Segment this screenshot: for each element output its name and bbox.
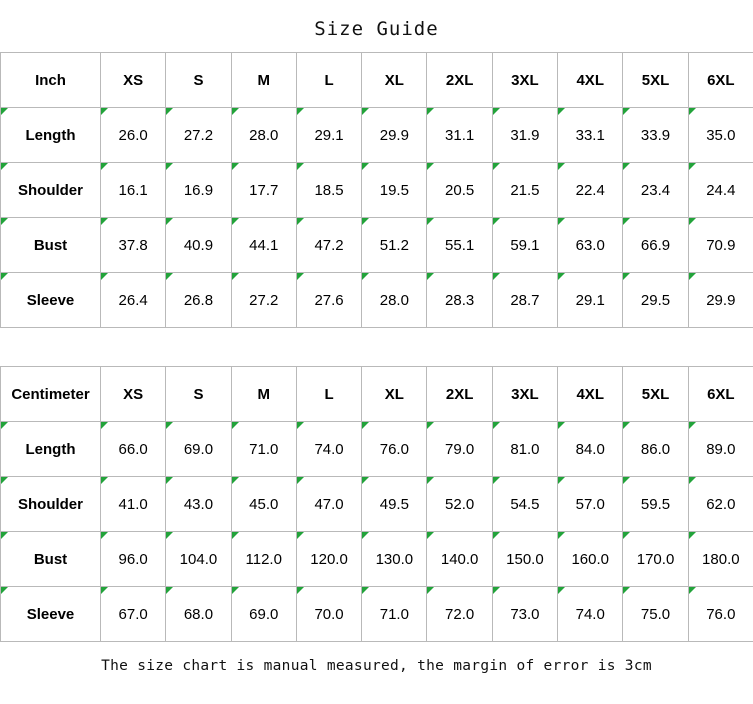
size-header-xl: XL [362,367,427,422]
size-header-4xl: 4XL [558,367,623,422]
cell-bust-3xl: 59.1 [492,218,557,273]
cell-shoulder-xs: 16.1 [101,163,166,218]
cell-sleeve-xs: 26.4 [101,273,166,328]
cell-length-s: 69.0 [166,422,231,477]
cell-shoulder-l: 47.0 [296,477,361,532]
cell-shoulder-2xl: 52.0 [427,477,492,532]
size-table-inch [0,52,753,328]
cell-sleeve-2xl: 72.0 [427,587,492,642]
size-header-s: S [166,53,231,108]
cell-bust-xl: 130.0 [362,532,427,587]
size-header-5xl: 5XL [623,367,688,422]
table-row [1,108,753,163]
cell-bust-2xl: 140.0 [427,532,492,587]
cell-sleeve-6xl: 76.0 [688,587,753,642]
row-label-bust: Bust [1,532,101,587]
cell-length-4xl: 33.1 [558,108,623,163]
cell-bust-s: 40.9 [166,218,231,273]
table-separator [0,328,753,366]
table-row [1,532,753,587]
size-header-4xl: 4XL [558,53,623,108]
table-header-row [1,367,753,422]
table-row [1,422,753,477]
row-label-length: Length [1,422,101,477]
table-row [1,163,753,218]
cell-shoulder-xl: 49.5 [362,477,427,532]
size-header-xs: XS [101,53,166,108]
row-label-bust: Bust [1,218,101,273]
cell-bust-xl: 51.2 [362,218,427,273]
cell-bust-5xl: 66.9 [623,218,688,273]
cell-length-2xl: 31.1 [427,108,492,163]
cell-bust-xs: 96.0 [101,532,166,587]
cell-shoulder-5xl: 23.4 [623,163,688,218]
row-label-shoulder: Shoulder [1,163,101,218]
table-row [1,587,753,642]
cell-shoulder-xl: 19.5 [362,163,427,218]
cell-sleeve-5xl: 29.5 [623,273,688,328]
table-row [1,218,753,273]
cell-sleeve-4xl: 29.1 [558,273,623,328]
cell-sleeve-s: 26.8 [166,273,231,328]
cell-length-l: 29.1 [296,108,361,163]
cell-length-xl: 76.0 [362,422,427,477]
size-table-centimeter-body [1,367,753,642]
cell-shoulder-3xl: 21.5 [492,163,557,218]
cell-sleeve-xs: 67.0 [101,587,166,642]
size-header-2xl: 2XL [427,53,492,108]
table-header-row [1,53,753,108]
size-header-6xl: 6XL [688,367,753,422]
unit-label: Inch [1,53,101,108]
measurement-disclaimer: The size chart is manual measured, the margin of error is 3cm [101,658,652,674]
cell-length-4xl: 84.0 [558,422,623,477]
cell-shoulder-6xl: 62.0 [688,477,753,532]
cell-shoulder-4xl: 57.0 [558,477,623,532]
size-header-l: L [296,53,361,108]
cell-shoulder-xs: 41.0 [101,477,166,532]
row-label-length: Length [1,108,101,163]
size-header-3xl: 3XL [492,53,557,108]
cell-length-6xl: 35.0 [688,108,753,163]
cell-shoulder-s: 43.0 [166,477,231,532]
row-label-sleeve: Sleeve [1,273,101,328]
cell-bust-6xl: 70.9 [688,218,753,273]
size-header-xs: XS [101,367,166,422]
cell-bust-4xl: 63.0 [558,218,623,273]
page-title: Size Guide [314,18,439,40]
cell-sleeve-5xl: 75.0 [623,587,688,642]
cell-shoulder-3xl: 54.5 [492,477,557,532]
cell-shoulder-s: 16.9 [166,163,231,218]
size-header-m: M [231,53,296,108]
size-header-5xl: 5XL [623,53,688,108]
cell-sleeve-l: 70.0 [296,587,361,642]
cell-bust-m: 112.0 [231,532,296,587]
cell-sleeve-l: 27.6 [296,273,361,328]
cell-shoulder-m: 45.0 [231,477,296,532]
cell-sleeve-m: 69.0 [231,587,296,642]
size-header-3xl: 3XL [492,367,557,422]
size-header-m: M [231,367,296,422]
table-row [1,273,753,328]
cell-sleeve-xl: 28.0 [362,273,427,328]
size-table-centimeter [0,366,753,642]
cell-sleeve-4xl: 74.0 [558,587,623,642]
cell-shoulder-l: 18.5 [296,163,361,218]
cell-length-5xl: 86.0 [623,422,688,477]
cell-length-xl: 29.9 [362,108,427,163]
cell-sleeve-6xl: 29.9 [688,273,753,328]
cell-sleeve-2xl: 28.3 [427,273,492,328]
cell-length-2xl: 79.0 [427,422,492,477]
cell-bust-s: 104.0 [166,532,231,587]
cell-bust-l: 120.0 [296,532,361,587]
cell-shoulder-6xl: 24.4 [688,163,753,218]
row-label-sleeve: Sleeve [1,587,101,642]
cell-length-xs: 66.0 [101,422,166,477]
cell-bust-2xl: 55.1 [427,218,492,273]
cell-length-m: 71.0 [231,422,296,477]
cell-length-3xl: 31.9 [492,108,557,163]
cell-length-xs: 26.0 [101,108,166,163]
size-header-s: S [166,367,231,422]
cell-bust-4xl: 160.0 [558,532,623,587]
cell-sleeve-3xl: 28.7 [492,273,557,328]
cell-bust-5xl: 170.0 [623,532,688,587]
cell-sleeve-3xl: 73.0 [492,587,557,642]
cell-sleeve-xl: 71.0 [362,587,427,642]
unit-label: Centimeter [1,367,101,422]
size-header-l: L [296,367,361,422]
cell-bust-xs: 37.8 [101,218,166,273]
cell-length-s: 27.2 [166,108,231,163]
table-row [1,477,753,532]
cell-bust-6xl: 180.0 [688,532,753,587]
cell-length-m: 28.0 [231,108,296,163]
cell-shoulder-2xl: 20.5 [427,163,492,218]
cell-bust-m: 44.1 [231,218,296,273]
cell-sleeve-m: 27.2 [231,273,296,328]
cell-length-3xl: 81.0 [492,422,557,477]
cell-length-5xl: 33.9 [623,108,688,163]
cell-shoulder-4xl: 22.4 [558,163,623,218]
cell-length-l: 74.0 [296,422,361,477]
size-header-6xl: 6XL [688,53,753,108]
size-table-inch-body [1,53,753,328]
size-header-xl: XL [362,53,427,108]
cell-sleeve-s: 68.0 [166,587,231,642]
cell-shoulder-5xl: 59.5 [623,477,688,532]
cell-length-6xl: 89.0 [688,422,753,477]
cell-bust-l: 47.2 [296,218,361,273]
cell-shoulder-m: 17.7 [231,163,296,218]
row-label-shoulder: Shoulder [1,477,101,532]
cell-bust-3xl: 150.0 [492,532,557,587]
size-header-2xl: 2XL [427,367,492,422]
